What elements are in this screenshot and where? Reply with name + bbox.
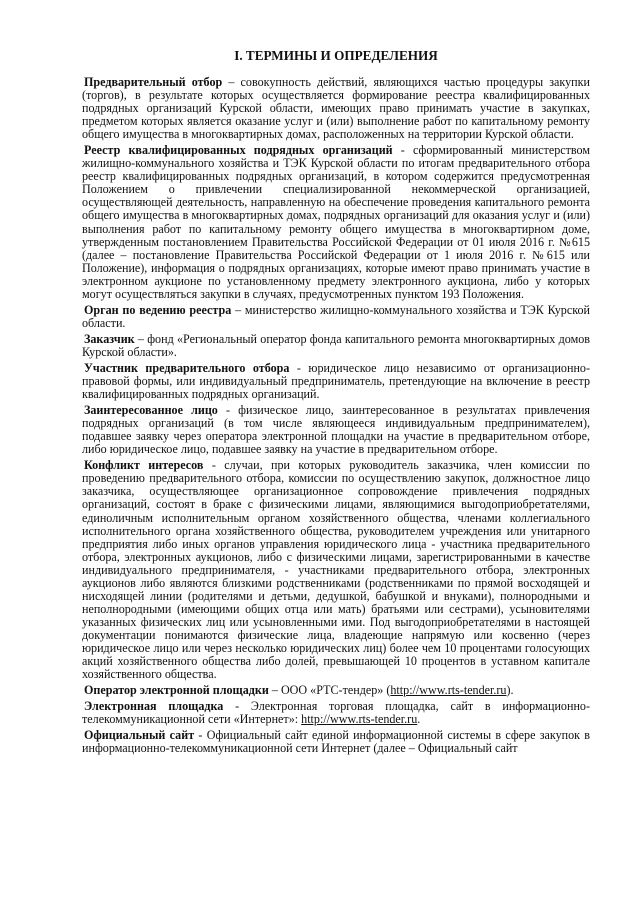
definition-interested-party: [82, 404, 590, 456]
definition-customer: [82, 333, 590, 359]
term-label: Электронная площадка: [84, 699, 224, 714]
definition-text: – ООО «РТС-тендер» (: [268, 683, 391, 698]
definition-conflict-of-interest: [82, 459, 590, 681]
definition-text: - случаи, при которых руководитель заказчика, член комиссии по проведению предварительного отбора, комиссии по осуществлению закупок, должностное лицо заказчика, осуществляющее организационное сопровождение привлечения подрядных организаций, состоят в браке с физическими лицами, являющимися выгодоприобретателями, единоличным исполнительным органом хозяйственного общества, членами коллегиального исполнительного органа хозяйственного общества, руководителем учреждения или унитарного предприятия либо иных органов управления юридического лица - участника предварительного отбора, электронных аукционов, либо с физическими лицами, зарегистрированными в качестве индивидуального предпринимателя, - участниками предварительного отбора, электронных аукционов либо являются близкими родственниками (родственниками по прямой восходящей и нисходящей линии (родителями и детьми, дедушкой, бабушкой и внуками), полнородными и неполнородными (имеющими общих отца или мать) братьями или сестрами), усыновителями указанных физических лиц или усыновленными ими. Под выгодоприобретателями в настоящей документации понимаются физические лица, владеющие напрямую или косвенно (через юридическое лицо или через несколько юридических лиц) более чем 10 процентами голосующих акций хозяйственного общества либо долей, превышающей 10 процентов в уставном капитале хозяйственного общества.: [82, 458, 590, 682]
term-label: Оператор электронной площадки: [84, 683, 269, 698]
definition-text: - Электронная торговая площадка, сайт в информационно-телекоммуникационной сети «Интернет»:: [82, 699, 590, 727]
term-label: Предварительный отбор: [84, 75, 223, 89]
definition-text: - Официальный сайт единой информационной системы в сфере закупок в информационно-телекоммуникационной сети Интернет (далее – Официальный сайт: [82, 728, 591, 756]
definition-electronic-platform: [82, 700, 590, 726]
document-body: [82, 49, 590, 758]
definition-text: – министерство жилищно-коммунального хозяйства и ТЭК Курской области.: [82, 302, 590, 330]
term-label: Заказчик: [84, 331, 135, 346]
definition-official-site: [82, 729, 590, 755]
definition-text: - физическое лицо, заинтересованное в результатах привлечения подрядных организаций (в том числе являющееся индивидуальным предпринимателем), подавшее заявку через оператора электронной площадки на участие в предварительном отборе, либо юридическое лицо, подавшее заявку на участие в предварительном отборе.: [82, 403, 590, 457]
definition-text: - юридическое лицо независимо от организационно-правовой формы, или индивидуальный предприниматель, претендующие на включение в реестр квалифицированных подрядных организаций.: [82, 360, 590, 402]
term-label: Участник предварительного отбора: [84, 360, 290, 375]
definition-registry-body: [82, 304, 590, 330]
section-heading: I. ТЕРМИНЫ И ОПРЕДЕЛЕНИЯ: [234, 48, 438, 63]
definition-preliminary-selection: [82, 76, 590, 141]
definition-text: – фонд «Региональный оператор фонда капитального ремонта многоквартирных домов Курской области».: [82, 331, 590, 359]
definition-participant: [82, 362, 590, 401]
term-label: Конфликт интересов: [84, 458, 204, 473]
definition-registry: [82, 144, 590, 301]
definition-text-tail: ).: [506, 683, 514, 698]
term-label: Реестр квалифицированных подрядных организаций: [84, 143, 393, 158]
term-label: Официальный сайт: [84, 728, 195, 743]
rts-tender-link[interactable]: http://www.rts-tender.ru: [390, 683, 507, 698]
definition-text: - сформированный министерством жилищно-коммунального хозяйства и ТЭК Курской области по итогам предварительного отбора реестр квалифицированных подрядных организаций, в котором содержится предусмотренная Положением о привлечении специализированной некоммерческой организацией, осуществляющей деятельность, направленную на обеспечение проведения капитального ремонта общего имущества в многоквартирных домах, подрядных организаций для оказания услуг и (или) выполнения работ по капитальному ремонту общего имущества в многоквартирном доме, утвержденным постановлением Правительства Российской Федерации от 01 июля 2016 г. №615 (далее – постановление Правительства Российской Федерации от 1 июля 2016 г. №615 или Положение), информация о подрядных организациях, которые имеют право принимать участие в электронном аукционе по установленному предмету электронного аукциона, либо у которых могут осуществляться закупки в случаях, предусмотренных пунктом 193 Положения.: [82, 143, 590, 301]
term-label: Заинтересованное лицо: [84, 403, 218, 418]
definition-text: – совокупность действий, являющихся частью процедуры закупки (торгов), в результате которых осуществляется формирование реестра квалифицированных подрядных организаций Курской области, имеющих право принимать участие в закупках, предметом которых является оказание услуг и (или) выполнение работ по капитальному ремонту общего имущества в многоквартирных домах, расположенных на территории Курской области.: [82, 75, 590, 142]
term-label: Орган по ведению реестра: [84, 302, 232, 317]
definition-text-tail: .: [417, 712, 421, 727]
definition-platform-operator: [82, 684, 590, 697]
rts-tender-link[interactable]: http://www.rts-tender.ru: [301, 712, 418, 727]
